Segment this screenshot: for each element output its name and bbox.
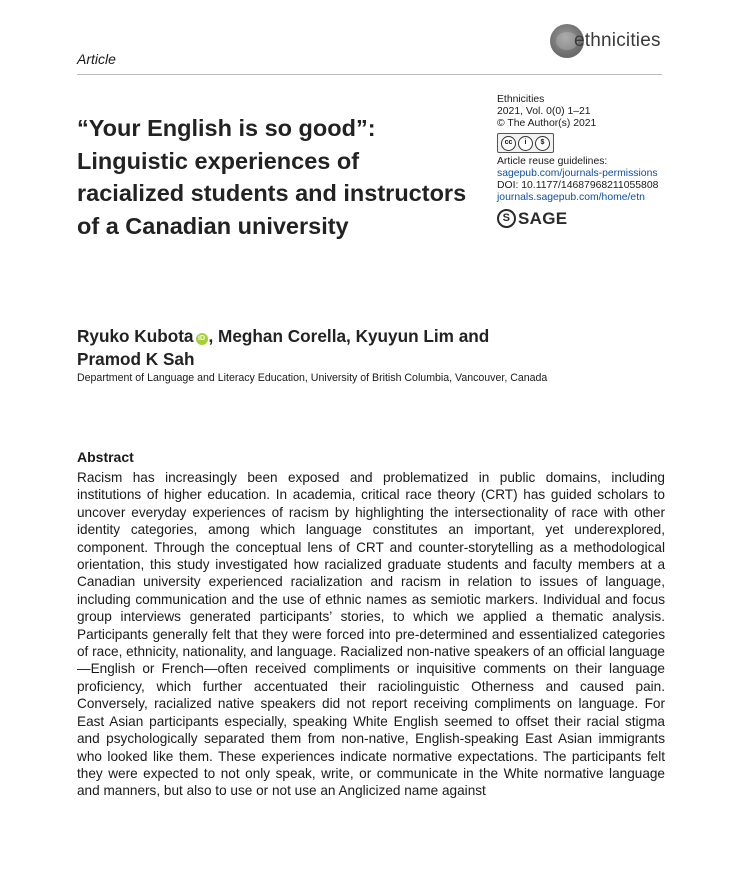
publisher-name: SAGE bbox=[518, 208, 568, 228]
author-first[interactable]: Ryuko Kubota bbox=[77, 326, 194, 346]
author-affiliation: Department of Language and Literacy Education, University of British Columbia, Vancouver, Canada bbox=[77, 372, 548, 384]
citation: 2021, Vol. 0(0) 1–21 bbox=[497, 106, 591, 117]
journal-logo-text: ethnicities bbox=[574, 30, 661, 51]
cc-by-nc-icon[interactable]: cc i $ bbox=[497, 133, 554, 153]
author-list bbox=[77, 325, 637, 371]
author-line2: Pramod K Sah bbox=[77, 349, 195, 369]
article-type-label: Article bbox=[77, 51, 116, 67]
publication-meta bbox=[497, 94, 697, 228]
article-title: “Your English is so good”: Linguistic experiences of racialized students and instructors of a Canadian university bbox=[77, 115, 467, 239]
header-divider bbox=[77, 74, 662, 75]
abstract-heading: Abstract bbox=[77, 449, 134, 465]
sage-s-icon: S bbox=[497, 209, 516, 228]
doi[interactable]: DOI: 10.1177/14687968211055808 bbox=[497, 180, 659, 191]
journal-name: Ethnicities bbox=[497, 94, 545, 105]
author-rest: , Meghan Corella, Kyuyun Lim and bbox=[208, 326, 490, 346]
permissions-link[interactable]: sagepub.com/journals-permissions bbox=[497, 168, 658, 179]
orcid-icon[interactable]: iD bbox=[196, 333, 208, 345]
journal-home-link[interactable]: journals.sagepub.com/home/etn bbox=[497, 192, 645, 203]
sage-logo bbox=[497, 209, 697, 228]
copyright: © The Author(s) 2021 bbox=[497, 118, 597, 129]
abstract-text: Racism has increasingly been exposed and problematized in public domains, including institutions of higher education. In academia, critical race theory (CRT) has guided scholars to uncover everyday experiences of racism by highlighting the intersectionality of race with other identity categories, among which language constitutes an important, yet underexplored, component. Through the conceptual lens of CRT and counter-storytelling as a methodological orientation, this study investigated how racialized graduate students and faculty members at a Canadian university experienced racialization and racism in relation to issues of language, including communication and the use of ethnic names as semiotic markers. Individual and focus group interviews generated participants’ stories, to which we applied a thematic analysis. Participants generally felt that they were forced into pre-determined and essentialized categories of race, ethnicity, nationality, and language. Racialized non-native speakers of an official language—English or French—often received compliments or inquisitive comments on their language proficiency, which further accentuated their raciolinguistic Otherness and caused pain. Conversely, racialized native speakers did not report receiving compliments on language. For East Asian participants especially, speaking White English seemed to offset their racial stigma and psychologically separated them from non-native, English-speaking East Asian immigrants who looked like them. These experiences indicate normative expectations. The participants felt they were expected to not only speak, write, or communicate in the White normative language and manners, but also to use or not use an Anglicized name against bbox=[77, 470, 665, 799]
reuse-guidelines-label: Article reuse guidelines: bbox=[497, 156, 608, 167]
